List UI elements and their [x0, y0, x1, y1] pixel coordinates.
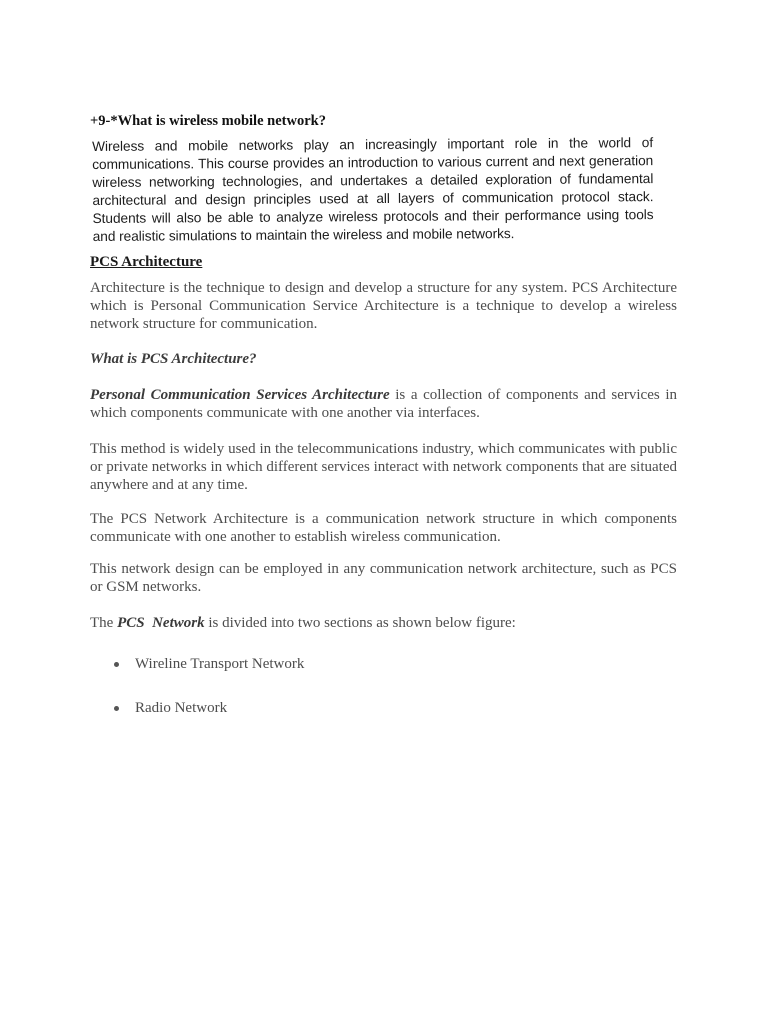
- design-paragraph: This network design can be employed in any communication network architecture, such as PCS or GSM networks.: [90, 561, 677, 595]
- list-item-label: Wireline Transport Network: [135, 656, 305, 672]
- method-paragraph: This method is widely used in the telecommunications industry, which communicates with public or private networks in which different services interact with network components that are situated anywhere and at any time.: [90, 441, 677, 493]
- definition-paragraph: [90, 387, 677, 423]
- bullet-icon: [114, 706, 119, 711]
- section-title: PCS Architecture: [90, 254, 203, 270]
- sections-emphasis: PCS Network: [117, 615, 205, 631]
- list-item-label: Radio Network: [135, 700, 228, 716]
- scanned-paragraph-image: Wireless and mobile networks play an increasingly important role in the world of communications. This course provides an introduction to various current and next generation wireless networking technologies, and undertakes a detailed exploration of fundamental architectural and design principles used at all layers of communication protocol stack. Students will also be able to analyze wireless protocols and their performance using tools and realistic simulations to maintain the wireless and mobile networks.: [92, 135, 654, 244]
- sections-paragraph: [90, 615, 677, 633]
- sections-text-before: The: [90, 615, 118, 631]
- bullet-icon: [114, 662, 119, 667]
- definition-text: is a collection of components and services in which components communicate with one another via interfaces.: [90, 387, 677, 421]
- subheading-question: What is PCS Architecture?: [90, 351, 257, 367]
- network-paragraph: The PCS Network Architecture is a communication network structure in which components communicate with one another to establish wireless communication.: [90, 511, 677, 545]
- definition-emphasis: Personal Communication Services Architecture: [90, 387, 390, 403]
- question-heading: +9-*What is wireless mobile network?: [90, 113, 326, 129]
- intro-paragraph: Architecture is the technique to design and develop a structure for any system. PCS Architecture which is Personal Communication Service Architecture is a technique to develop a wireless network structure for communication.: [90, 280, 677, 332]
- sections-text-after: is divided into two sections as shown below figure:: [204, 615, 516, 631]
